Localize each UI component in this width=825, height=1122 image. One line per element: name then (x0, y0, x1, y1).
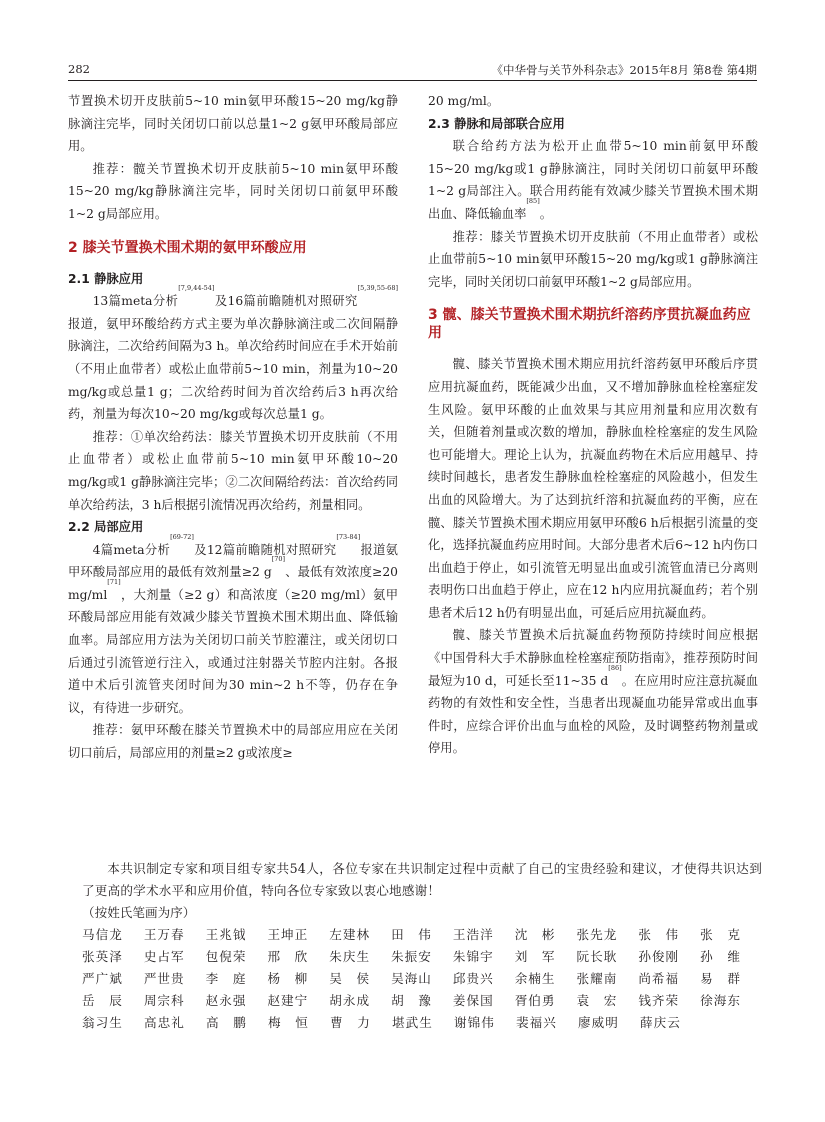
expert-name: 张先龙 (576, 927, 618, 942)
expert-name: 王坤正 (267, 927, 309, 942)
name-row (82, 968, 762, 990)
paragraph-3a: 髋、膝关节置换术围术期应用抗纤溶药氨甲环酸后序贯应用抗凝血药，既能减少出血，又不增加静脉血栓栓塞症发生风险。氨甲环酸的止血效果与其应用剂量和应用次数有关，但随着剂量或次数的增加，静脉血栓栓塞症的发生风险也可能增大。理论上认为，抗凝血药物在术后应用越早、持续时间越长，患者发生静脉血栓栓塞症的风险越小，但发生出血的风险增大。为了达到抗纤溶和抗凝血药的平衡，应在髋、膝关节置换术围术期应用氨甲环酸6 h后根据引流量的变化，选择抗凝血药应用时间。大部分患者术后6~12 h内伤口出血趋于停止，如引流管无明显出血或引流管血清已分离则表明伤口出血趋于停止，应在12 h内应用抗凝血药；若个别患者术后12 h仍有明显出血，可延后应用抗凝血药。 (428, 357, 758, 620)
expert-name: 廖威明 (578, 1015, 619, 1030)
paragraph-3b: 髋、膝关节置换术后抗凝血药物预防持续时间应根据《中国骨科大手术静脉血栓栓塞症预防指南》，推荐预防时间最短为10 d，可延长至11~35 d[86]。在应用时应注意抗凝血药物的有效性和安全性，当患者出现凝血功能异常或出血事件时，应综合评价出血与血栓的风险，及时调整药物剂量或停用。 (428, 628, 758, 756)
recommendation-hip: 推荐：髋关节置换术切开皮肤前5~10 min氨甲环酸15~20 mg/kg静脉滴注完毕，同时关闭切口前氨甲环酸1~2 g局部应用。 (68, 161, 398, 221)
expert-name: 高 鹏 (206, 1015, 247, 1030)
name-row (82, 1012, 762, 1034)
expert-name: 吴海山 (391, 971, 432, 986)
expert-name: 高忠礼 (144, 1015, 185, 1030)
paragraph-2-2: 4篇meta分析[69-72]及12篇前瞻随机对照研究[73-84]报道氨甲环酸局部应用的最低有效剂量≥2 g[70]、最低有效浓度≥20 mg/ml[71]，大剂量（≥2 g）和高浓度（≥20 mg/ml）氨甲环酸局部应用能有效减少膝关节置换术围术期出血、降低输血率。局部应用方法为关闭切口前关节腔灌注，或关闭切口后通过引流管逆行注入，或通过注射器关节腔内注射。各报道中术后引流管夹闭时间为30 min~2 h不等，仍存在争议，有待进一步研究。 (68, 532, 398, 715)
expert-name: 张耀南 (576, 971, 618, 986)
subsection-heading-2-1: 2.1 静脉应用 (68, 271, 144, 286)
expert-name: 赵建宁 (267, 993, 309, 1008)
expert-name: 堪武生 (392, 1015, 433, 1030)
expert-name: 易 群 (700, 971, 741, 986)
expert-name: 朱锦宇 (452, 949, 494, 964)
subsection-heading-2-2: 2.2 局部应用 (68, 520, 144, 535)
paragraph-intro: 节置换术切开皮肤前5~10 min氨甲环酸15~20 mg/kg静脉滴注完毕，同时关闭切口前以总量1~2 g氨甲环酸局部应用。 (68, 94, 398, 154)
expert-name: 朱振安 (391, 949, 432, 964)
expert-name: 胡 豫 (391, 993, 432, 1008)
citation: [86] (608, 663, 622, 672)
expert-name: 翁习生 (82, 1015, 123, 1030)
expert-name: 杨 柳 (267, 971, 309, 986)
paragraph-2-1: 13篇meta分析[7,9,44-54]及16篇前瞻随机对照研究[5,39,55-68]报道，氨甲环酸给药方式主要为单次静脉滴注或二次间隔静脉滴注，二次给药间隔为3 h。单次给药时间应在手术开始前（不用止血带者）或松止血带前5~10 min，剂量为10~20 mg/kg或总量1 g；二次给药时间为首次给药后3 h再次给药，剂量为每次10~20 mg/kg或每次总量1 g。 (68, 284, 398, 422)
citation: [5,39,55-68] (357, 284, 398, 293)
right-column (428, 90, 758, 760)
expert-name: 田 伟 (391, 927, 432, 942)
expert-name: 阮长耿 (576, 949, 618, 964)
expert-name: 左建林 (329, 927, 371, 942)
recommendation-2-3: 推荐：膝关节置换术切开皮肤前（不用止血带者）或松止血带前5~10 min氨甲环酸15~20 mg/kg或1 g静脉滴注完毕，同时关闭切口前氨甲环酸1~2 g局部应用。 (428, 229, 758, 289)
name-order-note: （按姓氏笔画为序） (82, 905, 196, 920)
expert-name: 严世贵 (143, 971, 185, 986)
expert-name-list (82, 924, 762, 1034)
expert-name: 薛庆云 (640, 1015, 681, 1030)
expert-name: 姜保国 (452, 993, 494, 1008)
page-header (68, 62, 757, 81)
subsection-heading-2-3: 2.3 静脉和局部联合应用 (428, 116, 565, 131)
expert-name: 马信龙 (82, 927, 123, 942)
paragraph-continued: 20 mg/ml。 (428, 94, 500, 108)
citation: [85] (526, 196, 540, 205)
section-heading-3: 3 髋、膝关节置换术围术期抗纤溶药序贯抗凝血药应用 (428, 307, 751, 342)
expert-name: 孙 维 (700, 949, 741, 964)
expert-name: 张 伟 (638, 927, 680, 942)
name-row (82, 946, 762, 968)
expert-name: 余楠生 (514, 971, 556, 986)
expert-name: 张英泽 (82, 949, 123, 964)
expert-name: 邱贵兴 (452, 971, 494, 986)
page-number: 282 (68, 62, 90, 76)
expert-name: 孙俊刚 (638, 949, 680, 964)
section-heading-2: 2 膝关节置换术围术期的氨甲环酸应用 (68, 239, 307, 256)
expert-name: 胥伯勇 (514, 993, 556, 1008)
expert-name: 张 克 (700, 927, 741, 942)
citation: [73-84] (336, 532, 361, 541)
expert-name: 吴 侯 (329, 971, 371, 986)
expert-name: 尚希福 (638, 971, 680, 986)
expert-name: 李 庭 (205, 971, 247, 986)
expert-name: 曹 力 (330, 1015, 371, 1030)
expert-name: 邢 欣 (267, 949, 309, 964)
expert-name: 王万春 (143, 927, 185, 942)
expert-name: 袁 宏 (576, 993, 618, 1008)
recommendation-2-2: 推荐：氨甲环酸在膝关节置换术中的局部应用应在关闭切口前后，局部应用的剂量≥2 g或浓度≥ (68, 723, 398, 761)
citation: [7,9,44-54] (178, 284, 215, 293)
acknowledgement-text: 本共识制定专家和项目组专家共54人，各位专家在共识制定过程中贡献了自己的宝贵经验和建议，才使得共识达到了更高的学术水平和应用价值，特向各位专家致以衷心地感谢！ (82, 861, 762, 898)
recommendation-2-1: 推荐：①单次给药法：膝关节置换术切开皮肤前（不用止血带者）或松止血带前5~10 min氨甲环酸10~20 mg/kg或1 g静脉滴注完毕；②二次间隔给药法：首次给药同单次给药法，3 h后根据引流情况再次给药，剂量相同。 (68, 429, 398, 512)
name-row (82, 990, 762, 1012)
expert-name: 徐海东 (700, 993, 741, 1008)
acknowledgement (82, 858, 762, 1034)
expert-name: 沈 彬 (514, 927, 556, 942)
expert-name: 史占军 (143, 949, 185, 964)
expert-name: 周宗科 (143, 993, 185, 1008)
expert-name: 裴福兴 (516, 1015, 557, 1030)
journal-citation: 《中华骨与关节外科杂志》2015年8月 第8卷 第4期 (491, 63, 757, 77)
expert-name: 梅 恒 (268, 1015, 309, 1030)
left-column (68, 90, 398, 765)
expert-name: 王浩洋 (452, 927, 494, 942)
name-row (82, 924, 762, 946)
citation: [71] (107, 577, 121, 586)
expert-name: 包倪荣 (205, 949, 247, 964)
expert-name: 王兆钺 (205, 927, 247, 942)
expert-name: 刘 军 (514, 949, 556, 964)
expert-name: 赵永强 (205, 993, 247, 1008)
expert-name: 谢锦伟 (454, 1015, 495, 1030)
expert-name: 钱齐荣 (638, 993, 680, 1008)
expert-name: 胡永成 (329, 993, 371, 1008)
expert-name: 岳 辰 (82, 993, 123, 1008)
expert-name: 朱庆生 (329, 949, 371, 964)
expert-name: 严广斌 (82, 971, 123, 986)
citation: [70] (271, 555, 286, 564)
paragraph-2-3: 联合给药方法为松开止血带5~10 min前氨甲环酸15~20 mg/kg或1 g静脉滴注，同时关闭切口前氨甲环酸1~2 g局部注入。联合用药能有效减少膝关节置换术围术期出血、降低输血率[85]。 (428, 139, 758, 221)
citation: [69-72] (170, 532, 194, 541)
